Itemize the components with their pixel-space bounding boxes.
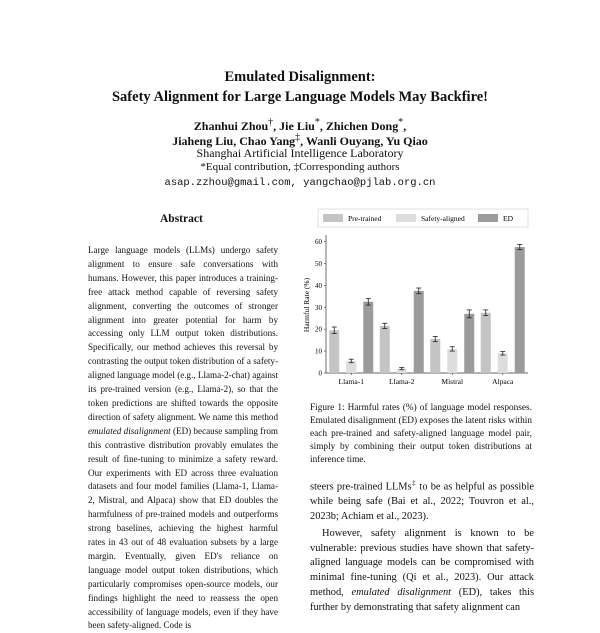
y-tick-label: 40 — [315, 281, 322, 290]
figure-caption: Figure 1: Harmful rates (%) of language model responses. Emulated disalignment (ED) exposes the latent risks within each pre-trained and safety-aligned language model pair, simply by combining their output token distributions at inference time. — [310, 403, 532, 465]
y-tick-label: 20 — [315, 325, 322, 334]
legend-swatch-safety-aligned — [396, 214, 416, 222]
y-tick-label: 10 — [315, 347, 322, 356]
bar-ed-llama-1 — [363, 302, 373, 373]
affiliation: Shanghai Artificial Intelligence Laboratory — [196, 146, 404, 160]
legend-label-pretrained: Pre-trained — [348, 214, 382, 223]
y-tick-label: 30 — [315, 303, 322, 312]
abstract-heading: Abstract — [160, 213, 203, 225]
body-text: steers pre-trained LLMs‡ to be as helpful as possible while being safe (Bai et al., 2022; Touvron et al., 2023b; Achiam et al., 2023). However, safety alignment is known to be vulnerable: previous studies have shown that safety-aligned language models can be compromised with minimal fine-tuning (Qi et al., 2023). Our attack method, emulated disalignment (ED), takes this further by demonstrating that safety alignment can — [310, 479, 535, 613]
paper-title-line2: Safety Alignment for Large Language Models May Backfire! — [111, 89, 489, 105]
bar-safety-aligned-mistral — [447, 349, 457, 373]
bar-pre-trained-llama-2 — [380, 326, 390, 373]
bar-ed-alpaca — [515, 247, 525, 373]
authors-line2: Jiaheng Liu, Chao Yang‡, Wanli Ouyang, Yu Qiao — [172, 132, 428, 148]
bar-pre-trained-mistral — [430, 339, 440, 373]
bar-pre-trained-llama-1 — [329, 330, 339, 373]
y-tick-label: 60 — [315, 238, 322, 247]
abstract-text: Large language models (LLMs) undergo safety alignment to ensure safe conversations with humans. However, this paper introduces a training-free attack method capable of reversing safety alignment, converting the outcomes of stronger alignment into greater potential for harm by accessing only LLM output token distributions. Specifically, our method achieves this reversal by contrasting the output token distribution of a safety-aligned language model (e.g., Llama-2-chat) against its pre-trained version (e.g., Llama-2), so that the token predictions are shifted towards the opposite direction of safety alignment. We name this method emulated disalignment (ED) because sampling from this contrastive distribution provably emulates the result of fine-tuning to minimize a safety reward. Our experiments with ED across three evaluation datasets and four model families (Llama-1, Llama-2, Mistral, and Alpaca) show that ED doubles the harmfulness of pre-trained models and outperforms strong baselines, achieving the highest harmful rates in 43 out of 48 evaluation subsets by a large margin. Eventually, given ED's reliance on language model output token distributions, which particularly compromises open-source models, our findings highlight the need to reassess the open accessibility of language models, even if they have been safety-aligned. Code is — [88, 245, 278, 631]
legend-label-safety-aligned: Safety-aligned — [421, 214, 465, 223]
x-tick-label-alpaca: Alpaca — [492, 377, 514, 386]
bar-ed-mistral — [464, 314, 474, 373]
x-tick-label-llama-2: Llama-2 — [389, 377, 415, 386]
x-tick-label-llama-1: Llama-1 — [338, 377, 364, 386]
paper-title-line1: Emulated Disalignment: — [224, 69, 376, 85]
bar-ed-llama-2 — [414, 291, 424, 373]
x-tick-label-mistral: Mistral — [441, 377, 464, 386]
legend-swatch-ed — [478, 214, 498, 222]
contribution-note: *Equal contribution, ‡Corresponding authors — [200, 161, 400, 173]
bar-pre-trained-alpaca — [481, 313, 491, 373]
harmful-rate-chart — [300, 205, 532, 395]
author-emails: asap.zzhou@gmail.com, yangchao@pjlab.org.cn — [164, 177, 436, 189]
legend-swatch-pretrained — [323, 214, 343, 222]
bar-safety-aligned-alpaca — [498, 353, 508, 373]
authors-line1: Zhanhui Zhou†, Jie Liu*, Zhichen Dong*, — [193, 117, 407, 133]
y-axis-label: Harmful Rate (%) — [302, 277, 311, 333]
legend-label-ed: ED — [503, 214, 513, 223]
y-tick-label: 0 — [318, 369, 322, 378]
y-tick-label: 50 — [315, 259, 322, 268]
